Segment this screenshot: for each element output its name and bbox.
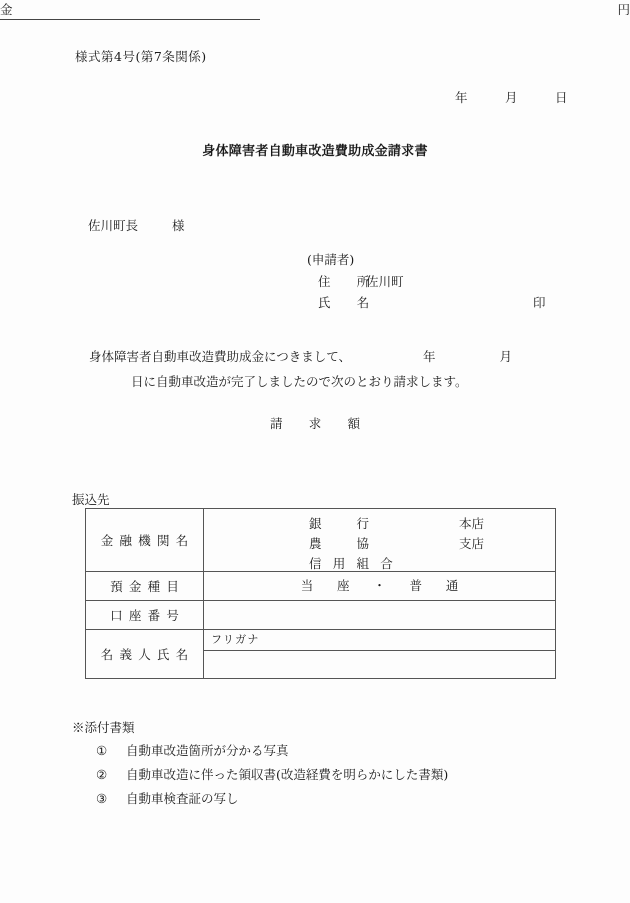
bank-option-bank[interactable]: 銀 行: [309, 516, 381, 531]
branch-option-branch[interactable]: 支店: [459, 536, 485, 551]
attachment-text-3: 自動車検査証の写し: [126, 791, 239, 806]
transfer-section-label: 振込先: [72, 492, 110, 507]
bank-option-nokyo[interactable]: 農 協: [309, 536, 381, 551]
seal-mark: 印: [533, 295, 546, 310]
attachment-marker-1: ①: [96, 743, 108, 758]
amount-yen-unit: 円: [617, 2, 630, 17]
bank-details-table: [85, 508, 556, 679]
bank-option-credit-union[interactable]: 信用組合: [309, 556, 405, 571]
account-holder-stack: [204, 630, 555, 678]
amount-yen-mark: 金: [0, 2, 13, 17]
list-item: [96, 789, 239, 807]
page-title: 身体障害者自動車改造費助成金請求書: [202, 144, 428, 159]
account-holder-label: 名義人氏名: [86, 630, 204, 679]
deposit-type-options[interactable]: 当 座 ・ 普 通: [300, 578, 464, 593]
list-item: [96, 765, 448, 783]
addressee: [88, 216, 185, 234]
applicant-address-row: [318, 272, 404, 290]
body-lead: 身体障害者自動車改造費助成金につきまして、: [89, 349, 352, 364]
applicant-name-row: [318, 293, 377, 311]
body-month-unit: 月: [499, 349, 513, 364]
attachments-title: ※添付書類: [72, 720, 135, 735]
applicant-address-label: 住 所: [318, 274, 377, 289]
attachment-text-1: 自動車改造箇所が分かる写真: [126, 743, 289, 758]
addressee-office: 佐川町長: [88, 218, 139, 233]
applicant-label: (申請者): [307, 252, 355, 267]
date-month-unit: 月: [504, 90, 518, 105]
branch-option-head[interactable]: 本店: [459, 516, 485, 531]
attachment-marker-3: ③: [96, 791, 108, 806]
account-number-label: 口座番号: [86, 601, 204, 630]
deposit-type-value-cell[interactable]: [204, 572, 556, 601]
attachment-marker-2: ②: [96, 767, 108, 782]
date-day-unit: 日: [554, 90, 568, 105]
date-entry-line: [455, 88, 567, 106]
account-number-input[interactable]: [204, 601, 555, 629]
institution-value-cell[interactable]: [204, 509, 556, 572]
body-year-unit: 年: [423, 349, 436, 364]
institution-options: [204, 509, 555, 571]
form-code: 様式第4号(第7条関係): [75, 49, 207, 64]
institution-label: 金融機関名: [86, 509, 204, 572]
account-number-value-cell[interactable]: [204, 601, 556, 630]
account-holder-name-field[interactable]: [204, 651, 555, 678]
applicant-name-label: 氏 名: [318, 295, 377, 310]
table-row-account-holder: [86, 630, 556, 679]
body-tail: 車改造が完了しましたので次のとおり請求します。: [181, 374, 468, 389]
amount-heading: 請 求 額: [269, 416, 367, 431]
deposit-type-label: 預金種目: [86, 572, 204, 601]
table-row-deposit-type: [86, 572, 556, 601]
furigana-field[interactable]: フリガナ: [204, 630, 555, 651]
addressee-honorific: 様: [172, 218, 185, 233]
account-holder-value-cell[interactable]: [204, 630, 556, 679]
table-row-account-number: [86, 601, 556, 630]
date-year-unit: 年: [455, 90, 468, 105]
attachment-text-2: 自動車改造に伴った領収書(改造経費を明らかにした書類): [126, 767, 449, 782]
list-item: [96, 741, 289, 759]
amount-entry-line: [0, 0, 630, 20]
applicant-address-value: 佐川町: [366, 274, 404, 289]
body-paragraph: [75, 344, 567, 394]
table-row-institution: [86, 509, 556, 572]
body-day-unit: 日に自動: [131, 374, 182, 389]
